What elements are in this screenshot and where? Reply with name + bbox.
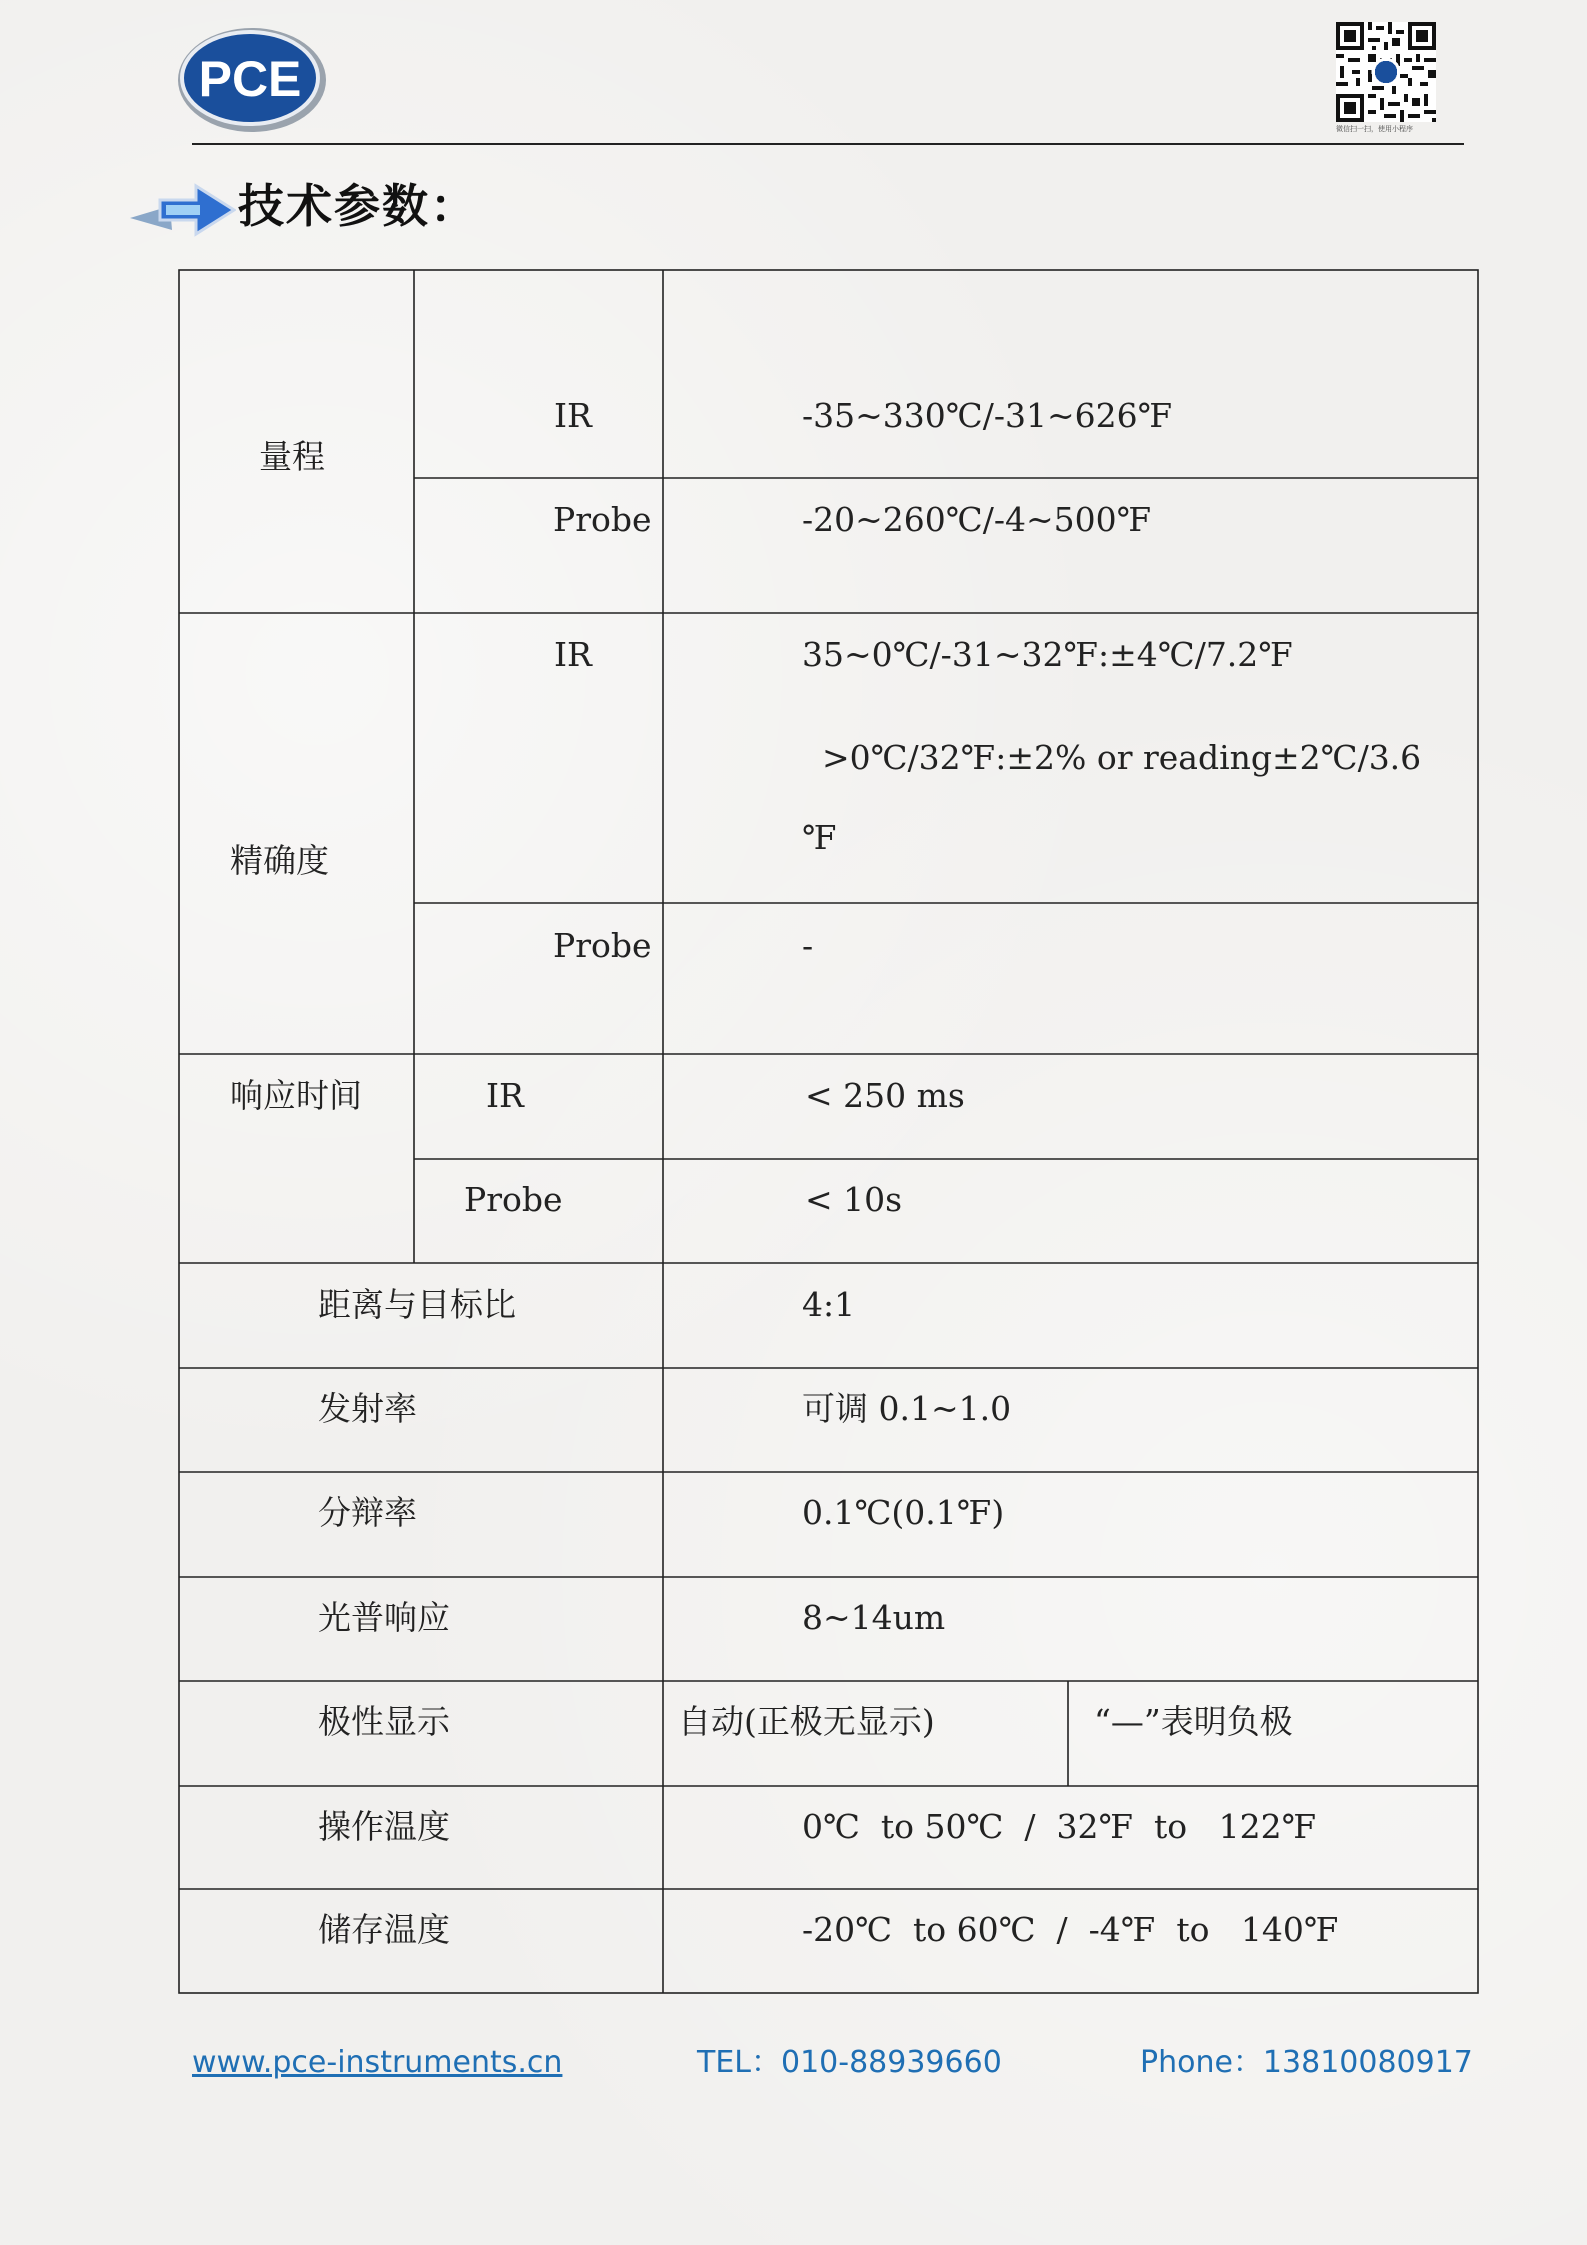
distance-value: 4:1	[802, 1285, 856, 1324]
qr-caption: 微信扫一扫，使用小程序	[1336, 125, 1413, 133]
polarity-label: 极性显示	[318, 1702, 450, 1741]
spectral-label: 光普响应	[318, 1598, 450, 1637]
accuracy-ir-value-2: >0℃/32℉:±2% or reading±2℃/3.6	[822, 738, 1422, 777]
section-title: 技术参数：	[238, 179, 478, 233]
polarity-value-negative: “—”表明负极	[1094, 1702, 1293, 1741]
logo-text: PCE	[198, 51, 302, 107]
range-ir-label: IR	[554, 396, 592, 435]
storage-temp-value: -20℃ to 60℃ / -4℉ to 140℉	[802, 1910, 1339, 1949]
footer-website-link[interactable]: www.pce-instruments.cn	[192, 2045, 563, 2080]
operating-temp-label: 操作温度	[318, 1807, 450, 1846]
accuracy-ir-value-3: ℉	[802, 818, 837, 857]
pce-logo	[176, 26, 328, 134]
footer-phone: Phone：13810080917	[1140, 2045, 1473, 2080]
accuracy-probe-label: Probe	[553, 926, 652, 965]
accuracy-ir-label: IR	[554, 635, 592, 674]
range-probe-value: -20~260℃/-4~500℉	[802, 500, 1152, 539]
response-probe-value: < 10s	[805, 1180, 903, 1219]
storage-temp-label: 储存温度	[318, 1910, 450, 1949]
distance-label: 距离与目标比	[318, 1285, 516, 1324]
response-ir-value: < 250 ms	[805, 1076, 965, 1115]
emissivity-label: 发射率	[318, 1389, 417, 1428]
header-divider	[192, 143, 1464, 145]
accuracy-probe-value: -	[802, 926, 814, 965]
response-label: 响应时间	[230, 1076, 362, 1115]
operating-temp-value: 0℃ to 50℃ / 32℉ to 122℉	[802, 1807, 1317, 1846]
footer-tel: TEL：010-88939660	[697, 2045, 1002, 2080]
response-ir-label: IR	[486, 1076, 524, 1115]
resolution-label: 分辩率	[318, 1493, 417, 1532]
spectral-value: 8~14um	[802, 1598, 946, 1637]
range-probe-label: Probe	[553, 500, 652, 539]
resolution-value: 0.1℃(0.1℉)	[802, 1493, 1005, 1532]
qr-code-icon	[1336, 22, 1436, 122]
response-probe-label: Probe	[464, 1180, 563, 1219]
polarity-value-auto: 自动(正极无显示)	[678, 1702, 935, 1741]
arrow-right-icon	[130, 180, 236, 240]
range-ir-value: -35~330℃/-31~626℉	[802, 396, 1173, 435]
accuracy-label: 精确度	[230, 841, 329, 880]
emissivity-value: 可调 0.1~1.0	[802, 1389, 1012, 1428]
range-label: 量程	[259, 437, 325, 476]
accuracy-ir-value-1: 35~0℃/-31~32℉:±4℃/7.2℉	[802, 635, 1293, 674]
